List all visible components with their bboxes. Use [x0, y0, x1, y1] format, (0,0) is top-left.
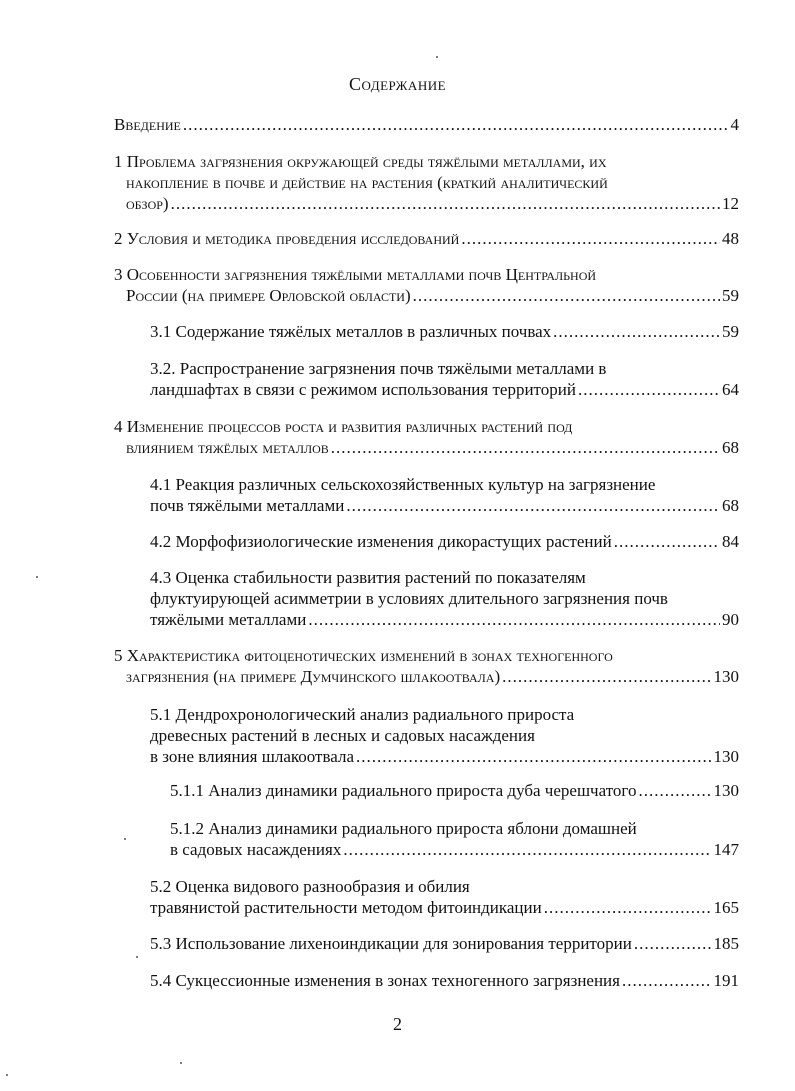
toc-entry-line: 3.2. Распространение загрязнения почв тяжёлыми металлами в	[150, 359, 607, 378]
toc-leader-dots	[638, 780, 711, 801]
toc-page-number: 12	[722, 194, 739, 213]
toc-page-number: 90	[722, 610, 739, 629]
toc-page-number: 48	[722, 229, 739, 248]
toc-entry-section-4-1	[150, 474, 739, 516]
toc-entry-text: 5.3 Использование лихеноиндикации для зонирования территории	[150, 934, 632, 953]
toc-page-number: 130	[713, 747, 739, 766]
toc-entry-line: 5 Характеристика фитоценотических изменений в зонах техногенного	[114, 646, 613, 665]
toc-entry-line: 1 Проблема загрязнения окружающей среды тяжёлыми металлами, их	[114, 152, 607, 171]
toc-entry-line: 4.3 Оценка стабильности развития растений по показателям	[150, 568, 586, 587]
toc-page-number: 84	[722, 532, 739, 551]
toc-leader-dots	[356, 746, 712, 767]
toc-entry-text: влиянием тяжёлых металлов	[126, 438, 329, 457]
scan-speck	[6, 1074, 8, 1076]
toc-leader-dots	[346, 495, 720, 516]
toc-entry-text: загрязнения (на примере Думчинского шлакоотвала)	[126, 667, 501, 686]
toc-entry-section-5-2	[150, 876, 739, 918]
toc-page-number: 68	[722, 438, 739, 457]
toc-entry-text: в зоне влияния шлакоотвала	[150, 747, 354, 766]
toc-entry-text: обзор)	[126, 194, 169, 213]
toc-entry-chapter-2	[114, 228, 739, 249]
scan-speck	[124, 838, 126, 840]
toc-entry-text: 4.2 Морфофизиологические изменения дикорастущих растений	[150, 532, 612, 551]
toc-entry-line: древесных растений в лесных и садовых насаждения	[150, 726, 535, 745]
toc-page-number: 4	[730, 115, 739, 134]
toc-entry-section-3-1	[150, 321, 739, 342]
toc-entry-section-4-3	[150, 567, 739, 630]
toc-leader-dots	[578, 379, 720, 400]
toc-page-number: 64	[722, 380, 739, 399]
toc-entry-text: в садовых насаждениях	[170, 840, 342, 859]
toc-entry-line: 5.1 Дендрохронологический анализ радиального прироста	[150, 705, 575, 724]
page-number: 2	[393, 1014, 402, 1034]
toc-leader-dots	[171, 193, 720, 214]
toc-leader-dots	[461, 228, 720, 249]
toc-leader-dots	[413, 285, 720, 306]
toc-entry-text: 3.1 Содержание тяжёлых металлов в различных почвах	[150, 322, 552, 341]
toc-page-number: 68	[722, 496, 739, 515]
toc-leader-dots	[553, 321, 720, 342]
toc-leader-dots	[544, 897, 712, 918]
scan-speck	[436, 56, 438, 58]
toc-entry-line: накопление в почве и действие на растения (краткий аналитический	[126, 173, 608, 192]
toc-entry-line: флуктуирующей асимметрии в условиях длительного загрязнения почв	[150, 589, 668, 608]
toc-leader-dots	[622, 970, 712, 991]
scan-speck	[180, 1062, 182, 1064]
toc-page-number: 147	[713, 840, 739, 859]
toc-entry-section-5-4	[150, 970, 739, 991]
toc-page-number: 165	[713, 898, 739, 917]
toc-title: Содержание	[348, 74, 447, 94]
toc-page-number: 185	[713, 934, 739, 953]
toc-entry-text: 2 Условия и методика проведения исследований	[114, 229, 460, 248]
toc-page-number: 59	[722, 286, 739, 305]
toc-entry-section-5-1-1	[170, 780, 739, 801]
toc-page-number: 191	[713, 971, 739, 990]
toc-entry-section-3-2	[150, 358, 739, 400]
scan-speck	[136, 956, 138, 958]
toc-entry-line: 4.1 Реакция различных сельскохозяйственных культур на загрязнение	[150, 475, 656, 494]
toc-entry-text: 5.4 Сукцессионные изменения в зонах техногенного загрязнения	[150, 971, 620, 990]
toc-entry-text: почв тяжёлыми металлами	[150, 496, 345, 515]
toc-entry-line: 3 Особенности загрязнения тяжёлыми металлами почв Центральной	[114, 265, 597, 284]
toc-leader-dots	[331, 437, 720, 458]
toc-entry-text: 5.1.1 Анализ динамики радиального прироста дуба черешчатого	[170, 781, 637, 800]
toc-entry-text: тяжёлыми металлами	[150, 610, 307, 629]
toc-entry-line: 5.2 Оценка видового разнообразия и обилия	[150, 877, 470, 896]
toc-entry-text: России (на примере Орловской области)	[126, 286, 411, 305]
toc-entry-chapter-3	[114, 264, 739, 306]
toc-leader-dots	[183, 114, 729, 135]
toc-leader-dots	[308, 609, 720, 630]
toc-entry-introduction	[114, 114, 739, 135]
toc-entry-section-5-1	[150, 704, 739, 767]
toc-leader-dots	[343, 839, 711, 860]
toc-page-number: 130	[713, 667, 739, 686]
toc-entry-text: Введение	[114, 115, 181, 134]
scan-speck	[36, 576, 38, 578]
toc-leader-dots	[502, 666, 711, 687]
toc-entry-chapter-5	[114, 645, 739, 687]
toc-entry-chapter-1	[114, 151, 739, 214]
toc-leader-dots	[634, 933, 712, 954]
toc-page-number: 59	[722, 322, 739, 341]
toc-entry-chapter-4	[114, 416, 739, 458]
toc-entry-text: ландшафтах в связи с режимом использования территорий	[150, 380, 576, 399]
toc-entry-line: 5.1.2 Анализ динамики радиального прироста яблони домашней	[170, 819, 637, 838]
toc-entry-section-4-2	[150, 531, 739, 552]
toc-entry-section-5-3	[150, 933, 739, 954]
toc-leader-dots	[614, 531, 720, 552]
toc-entry-text: травянистой растительности методом фитоиндикации	[150, 898, 542, 917]
toc-page-number: 130	[713, 781, 739, 800]
toc-entry-section-5-1-2	[170, 818, 739, 860]
toc-entry-line: 4 Изменение процессов роста и развития различных растений под	[114, 417, 573, 436]
